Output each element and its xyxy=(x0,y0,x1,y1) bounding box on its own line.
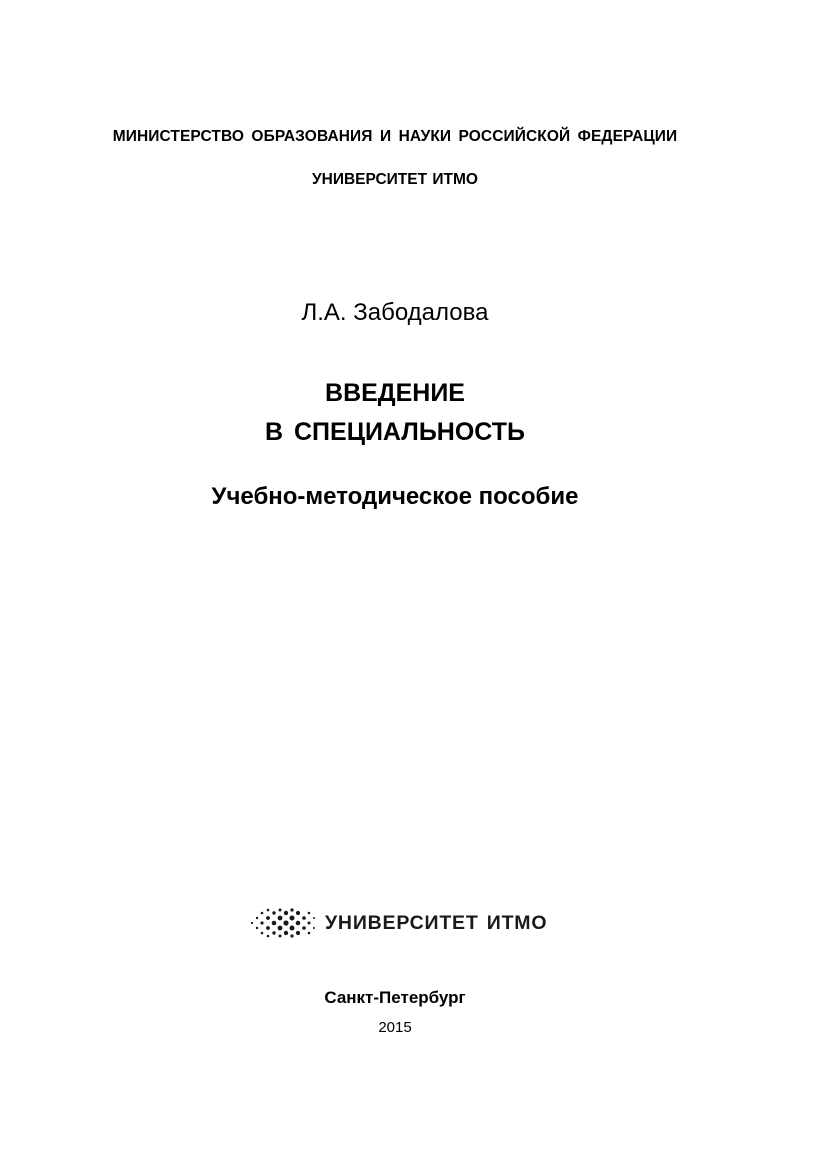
logo-text: УНИВЕРСИТЕТ ИТМО xyxy=(325,911,548,934)
university-logo xyxy=(249,906,547,940)
publication-year: 2015 xyxy=(378,1019,412,1036)
book-subtitle: Учебно-методическое пособие xyxy=(211,483,579,510)
university-heading: УНИВЕРСИТЕТ ИТМО xyxy=(312,171,478,188)
publication-city: Санкт-Петербург xyxy=(324,988,466,1007)
itmo-dots-logo-icon xyxy=(249,906,317,940)
author-name: Л.А. Забодалова xyxy=(301,299,489,326)
book-title-line-2: В СПЕЦИАЛЬНОСТЬ xyxy=(265,418,525,446)
book-title-line-1: ВВЕДЕНИЕ xyxy=(325,379,465,407)
ministry-heading: МИНИСТЕРСТВО ОБРАЗОВАНИЯ И НАУКИ РОССИЙСКОЙ ФЕДЕРАЦИИ xyxy=(112,128,678,145)
